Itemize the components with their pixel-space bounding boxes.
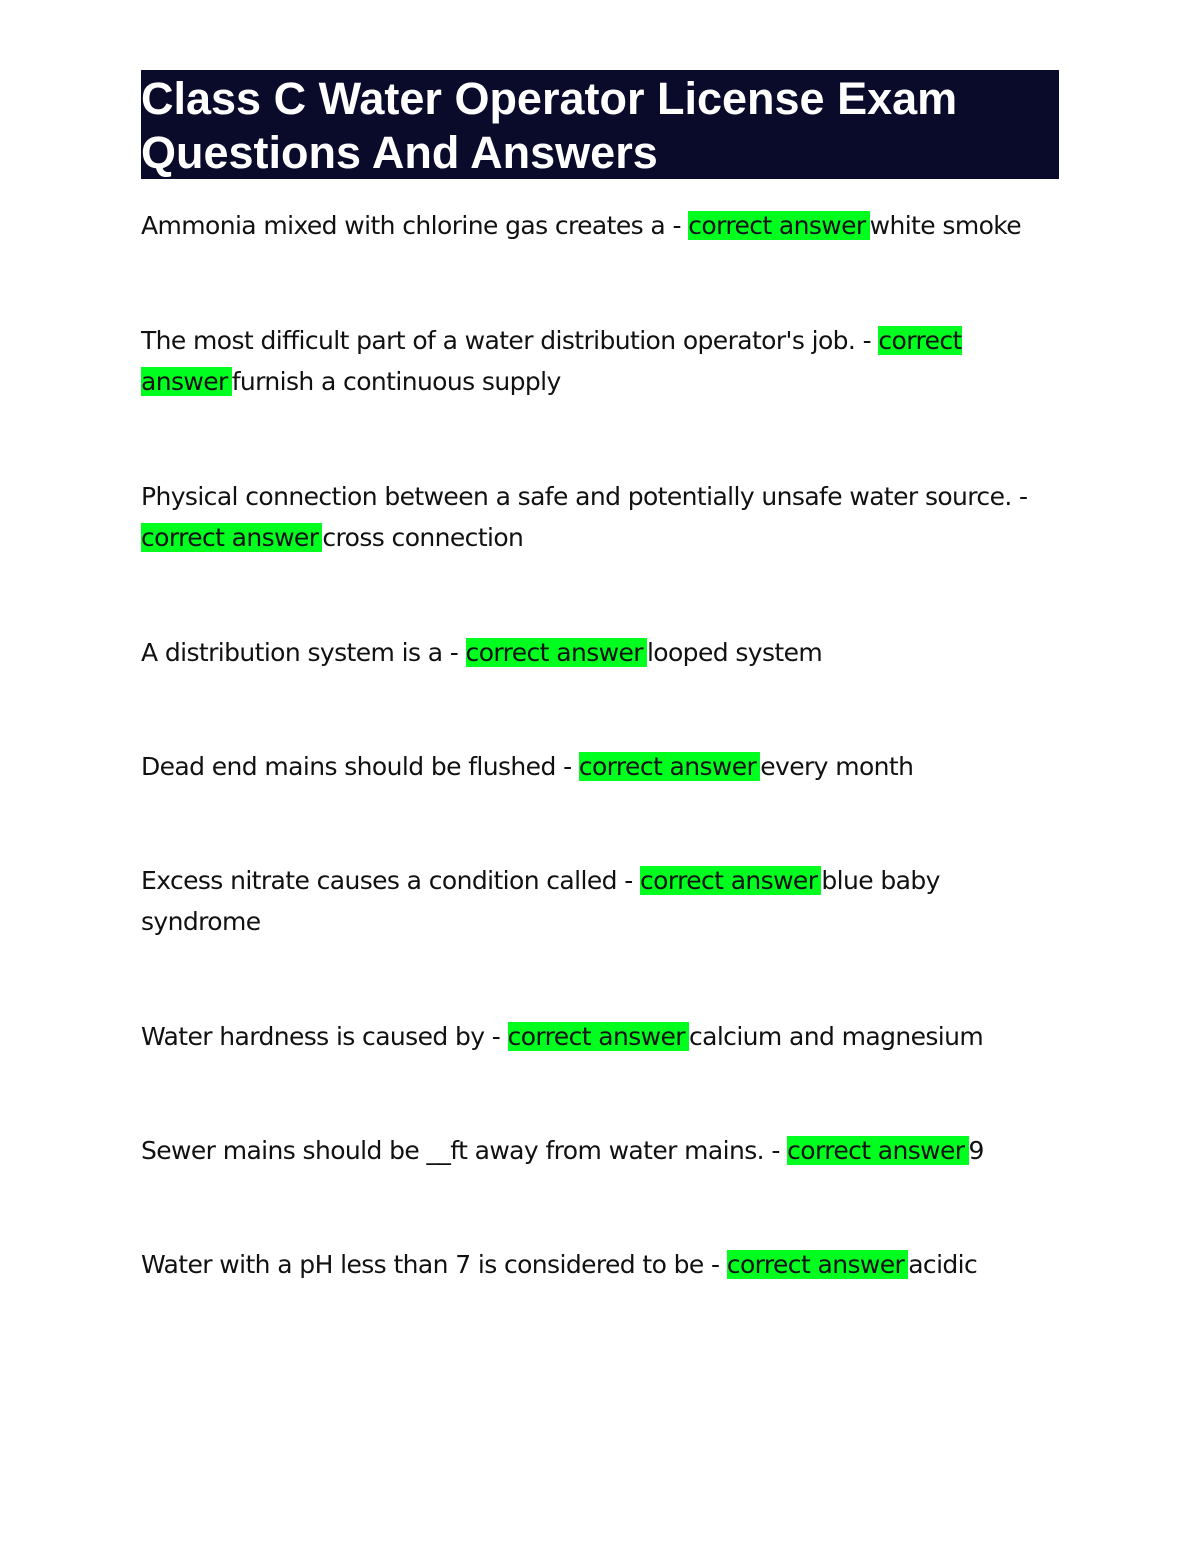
question-text: Water hardness is caused by - [141,1022,508,1051]
answer-text: looped system [646,638,823,667]
correct-answer-marker: correct answer [579,752,760,781]
question-text: Dead end mains should be flushed - [141,752,579,781]
qa-item [141,1016,1059,1057]
correct-answer-marker: correct answer [727,1250,908,1279]
answer-text: 9 [968,1136,984,1165]
correct-answer-marker: correct answer [141,523,322,552]
question-answer-list [141,205,1059,1358]
qa-item [141,205,1059,246]
qa-item [141,860,1059,942]
correct-answer-marker: correct answer [466,638,647,667]
question-text: Sewer mains should be __ft away from water mains. - [141,1136,788,1165]
answer-text: cross connection [322,523,524,552]
answer-text: acidic [908,1250,978,1279]
answer-text: furnish a continuous supply [231,367,561,396]
question-text: Water with a pH less than 7 is considered to be - [141,1250,727,1279]
question-text: Ammonia mixed with chlorine gas creates a - [141,211,689,240]
qa-item [141,1244,1059,1285]
question-text: Excess nitrate causes a condition called - [141,866,641,895]
qa-item [141,476,1059,558]
question-text: A distribution system is a - [141,638,466,667]
answer-text: every month [760,752,914,781]
qa-item [141,632,1059,673]
answer-text: white smoke [869,211,1022,240]
correct-answer-marker: correct answer [640,866,821,895]
question-text: The most difficult part of a water distribution operator's job. - [141,326,879,355]
correct-answer-marker: correct answer [508,1022,689,1051]
qa-item [141,320,1059,402]
qa-item [141,1130,1059,1171]
correct-answer-marker: correct answer [141,326,962,396]
answer-text: blue baby syndrome [141,866,940,936]
question-text: Physical connection between a safe and potentially unsafe water source. - [141,482,1028,511]
correct-answer-marker: correct answer [688,211,869,240]
answer-text: calcium and magnesium [688,1022,984,1051]
correct-answer-marker: correct answer [787,1136,968,1165]
page-title: Class C Water Operator License Exam Questions And Answers [141,70,1059,179]
qa-item [141,746,1059,787]
